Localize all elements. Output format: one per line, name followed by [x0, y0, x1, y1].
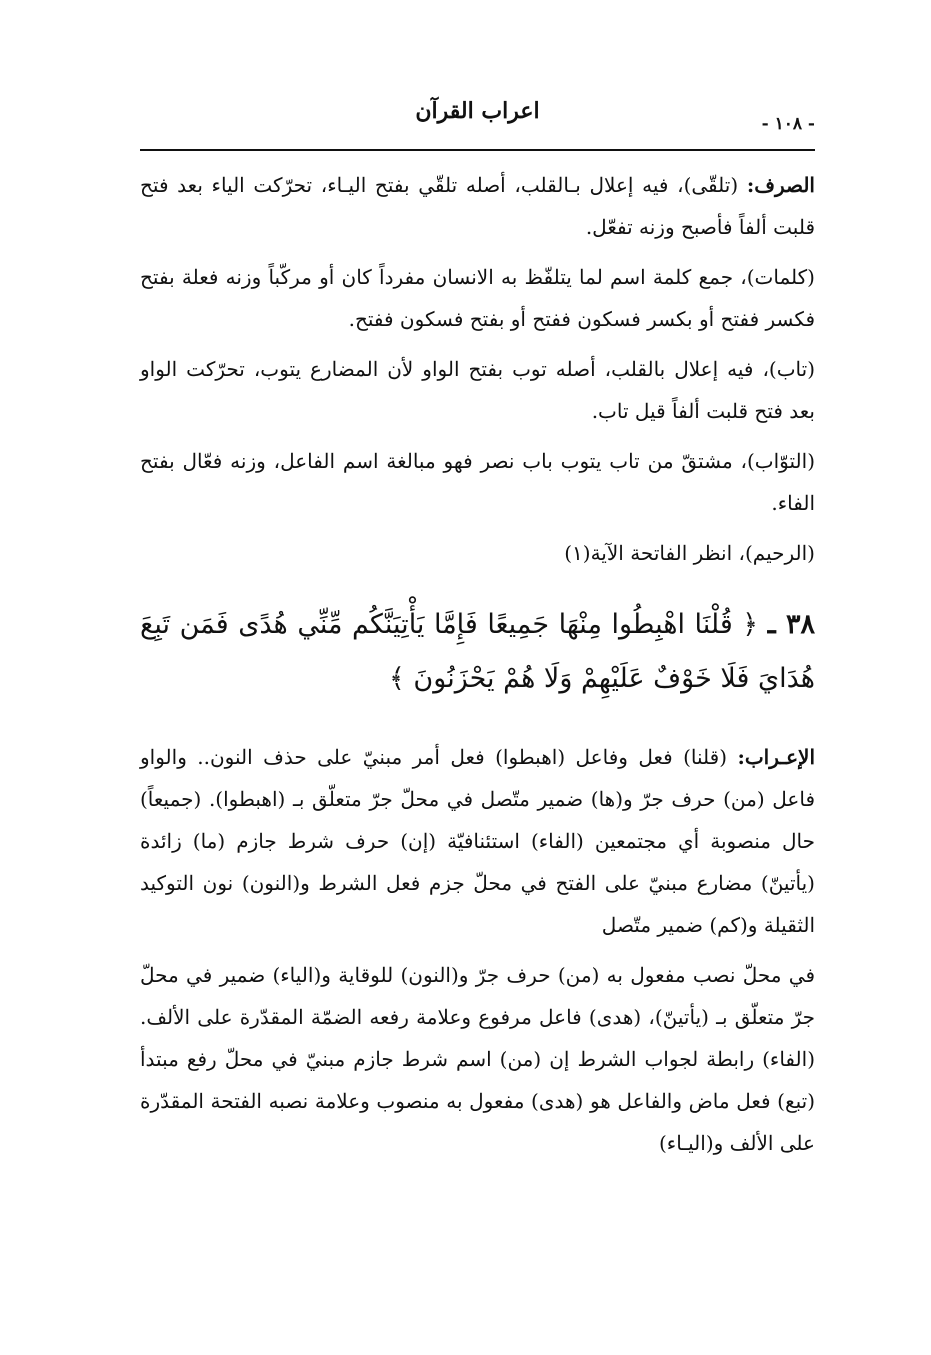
page-title: اعراب القرآن — [415, 98, 540, 124]
paragraph-tawwab: (التوّاب)، مشتقّ من تاب يتوب باب نصر فهو مبالغة اسم الفاعل، وزنه فعّال بفتح الفاء. — [140, 449, 815, 515]
verse-number: ٣٨ ـ — [767, 609, 815, 640]
irab-text-1: (قلنا) فعل وفاعل (اهبطوا) فعل أمر مبنيّ على حذف النون.. والواو فاعل (من) حرف جرّ و(ها) ضمير متّصل في محلّ جرّ متعلّق بـ (اهبطوا). (جميعاً) حال منصوبة أي مجتمعين (الفاء) استئنافيّة (إن) حرف شرط جازم (ما) زائدة (يأتينّ) مضارع مبنيّ على الفتح في محلّ جزم فعل الشرط و(النون) نون التوكيد الثقيلة و(كم) ضمير متّصل — [140, 745, 816, 937]
paragraph-kalimat: (كلمات)، جمع كلمة اسم لما يتلفّظ به الانسان مفرداً كان أو مركّباً وزنه فعلة بفتح فكسر ففتح أو بكسر فسكون ففتح أو بفتح فسكون ففتح. — [140, 265, 815, 331]
page-header — [140, 92, 815, 152]
paragraph-taba: (تاب)، فيه إعلال بالقلب، أصله توب بفتح الواو لأن المضارع يتوب، تحرّكت الواو بعد فتح قلبت ألفاً قيل تاب. — [140, 357, 815, 423]
irab-paragraph — [140, 736, 815, 946]
irab-label: الإعـراب: — [737, 745, 815, 769]
page-number: - ١٠٨ - — [761, 114, 815, 134]
sarf-paragraph — [140, 164, 815, 248]
header-rule — [140, 149, 815, 151]
quran-verse — [140, 598, 815, 706]
paragraph-rahim: (الرحيم)، انظر الفاتحة الآية(١) — [564, 541, 815, 565]
verse-text: ﴿ قُلْنَا اهْبِطُوا مِنْهَا جَمِيعًا فَإِمَّا يَأْتِيَنَّكُم مِّنِّي هُدًى فَمَن تَبِعَ هُدَايَ فَلَا خَوْفٌ عَلَيْهِمْ وَلَا هُمْ يَحْزَنُونَ ﴾ — [140, 609, 815, 694]
sarf-label: الصرف: — [746, 173, 815, 197]
sarf-text: (تلقّى)، فيه إعلال بـالقلب، أصله تلقّي بفتح اليـاء، تحرّكت الياء بعد فتح قلبت ألفاً فأصبح وزنه تفعّل. — [140, 173, 815, 239]
irab-paragraph-2: في محلّ نصب مفعول به (من) حرف جرّ و(النون) للوقاية و(الياء) ضمير في محلّ جرّ متعلّق بـ (يأتينّ)، (هدى) فاعل مرفوع وعلامة رفعه الضمّة المقدّرة على الألف. (الفاء) رابطة لجواب الشرط إن (من) اسم شرط جازم مبنيّ في محلّ رفع مبتدأ (تبع) فعل ماض والفاعل هو (هدى) مفعول به منصوب وعلامة نصبه الفتحة المقدّرة على الألف و(اليـاء) — [140, 963, 815, 1155]
page-body — [140, 164, 815, 1172]
